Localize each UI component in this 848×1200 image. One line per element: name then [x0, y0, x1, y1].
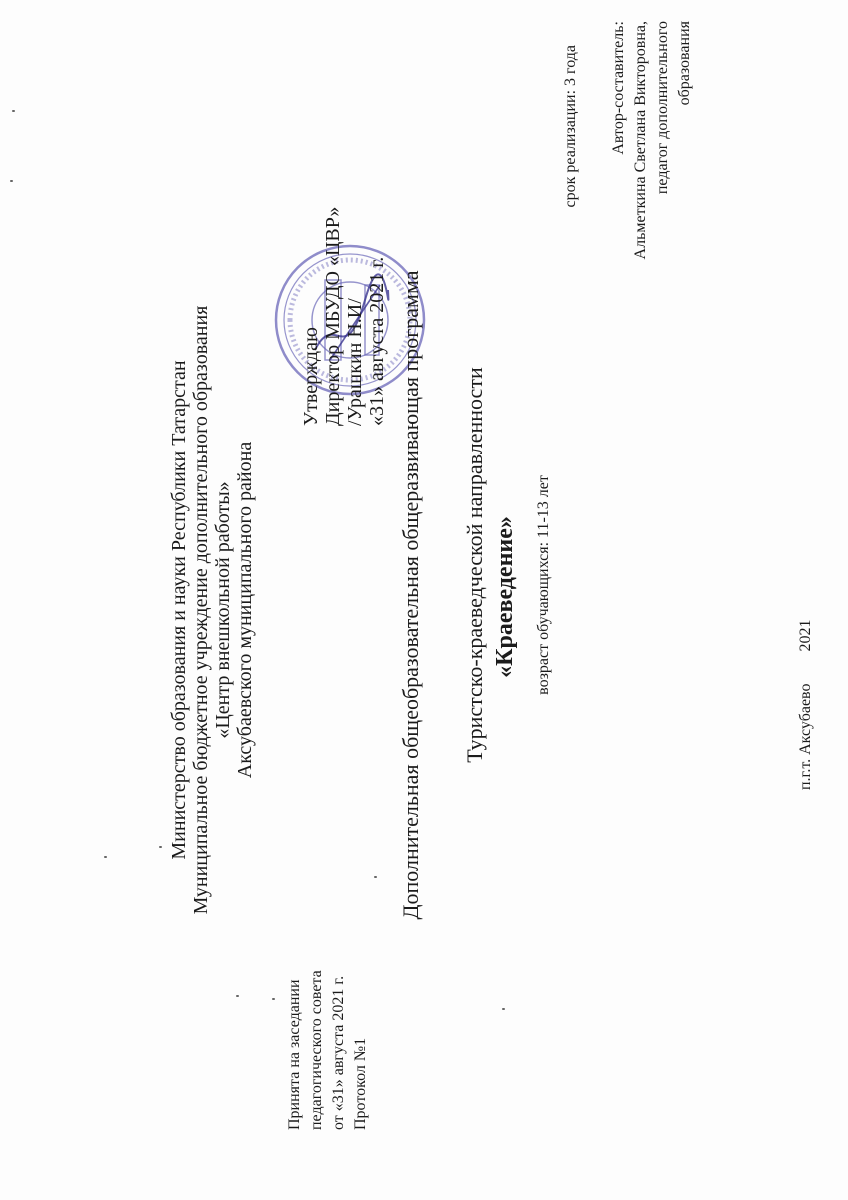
program-type: Дополнительная общеобразовательная общеразвивающая программа: [398, 270, 423, 920]
approval-date: «31» августа 2021 г.: [366, 256, 388, 426]
footer-place: п.г.т. Аксубаево: [797, 683, 814, 790]
approval-heading: Утверждаю: [300, 327, 322, 426]
accepted-protocol: Протокол №1: [352, 1037, 369, 1130]
program-term: срок реализации: 3 года: [562, 45, 579, 208]
scan-speck: [12, 110, 15, 112]
author-position: педагог дополнительного: [654, 21, 671, 195]
program-age: возраст обучающихся: 11-13 лет: [535, 475, 552, 695]
approval-block: [300, 126, 396, 426]
scan-speck: [236, 995, 239, 997]
scan-speck: [272, 998, 275, 1000]
approval-director: Директор МБУДО «ЦВР»: [322, 206, 344, 426]
author-position-cont: образования: [676, 21, 693, 106]
scan-speck: [374, 876, 377, 878]
footer-place-year: [797, 510, 821, 790]
ministry-name: Министерство образования и науки Республики Татарстан: [168, 360, 190, 860]
scan-speck: [502, 1008, 505, 1010]
footer-year: 2021: [797, 619, 814, 652]
institution-short: «Центр внешкольной работы»: [212, 481, 234, 739]
accepted-line1: Принята на заседании: [286, 979, 303, 1130]
author-heading: Автор-составитель:: [610, 21, 627, 155]
author-block: [608, 21, 698, 321]
approval-signature: /Урашкин Н.И/: [344, 298, 366, 426]
district-name: Аксубаевского муниципального района: [234, 441, 256, 779]
scan-speck: [104, 856, 107, 858]
accepted-date: от «31» августа 2021 г.: [330, 975, 347, 1130]
author-name: Альметкина Светлана Викторовна,: [632, 21, 649, 260]
accepted-block: [284, 930, 380, 1130]
scan-speck: [10, 180, 13, 182]
institution-name: Муниципальное бюджетное учреждение дополнительного образования: [190, 305, 212, 915]
program-title: «Краеведение»: [492, 516, 518, 678]
scan-speck: [159, 846, 162, 848]
ministry-block: [168, 290, 272, 930]
accepted-line2: педагогического совета: [308, 970, 325, 1130]
program-direction: Туристско-краеведческой направленности: [462, 367, 487, 763]
